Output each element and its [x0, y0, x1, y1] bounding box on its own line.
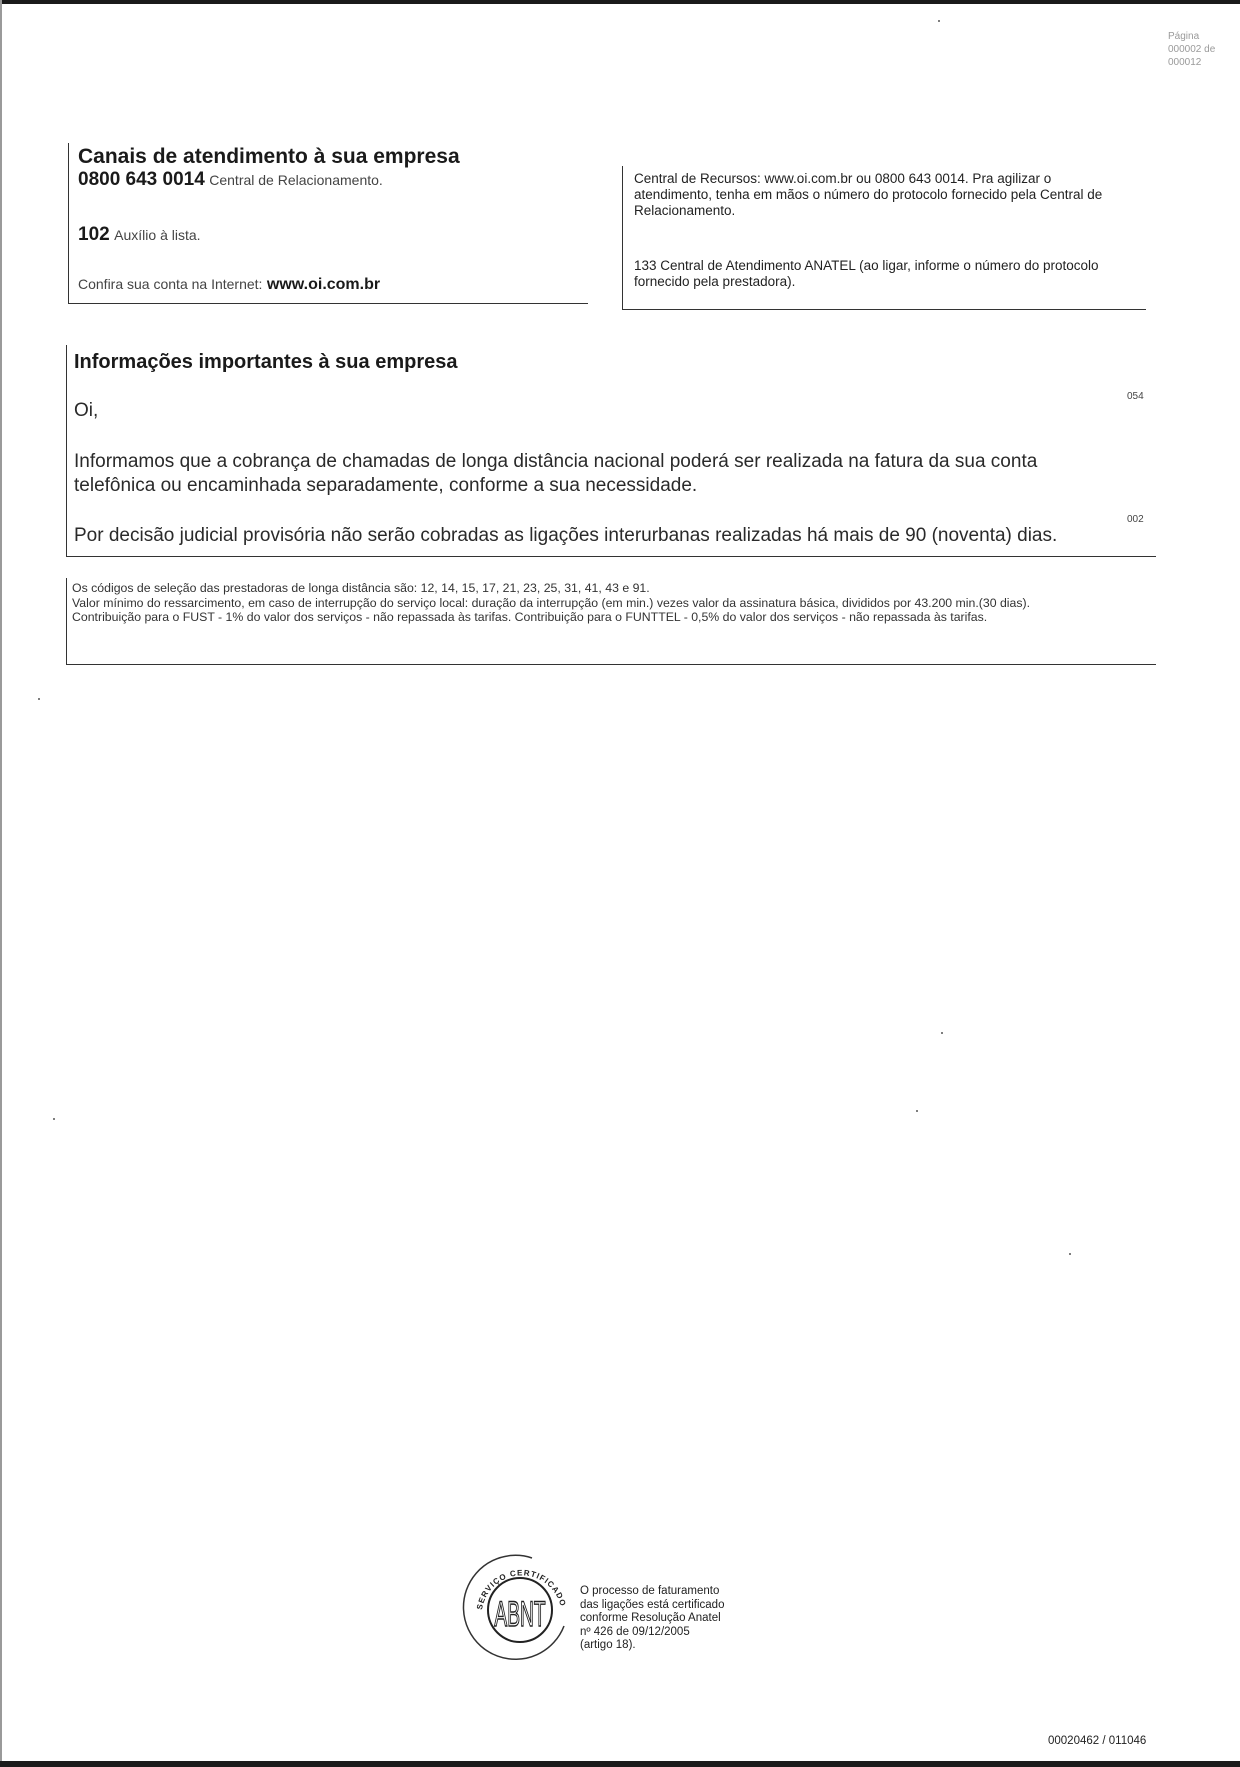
page-counter-current: 000002 de	[1168, 44, 1216, 55]
page-counter-label: Página	[1168, 31, 1200, 42]
scan-speck	[38, 698, 40, 700]
note-line-1: Os códigos de seleção das prestadoras de longa distância são: 12, 14, 15, 17, 21, 23, 25, 31, 41, 43 e 91.	[72, 581, 650, 595]
anatel-text: 133 Central de Atendimento ANATEL (ao ligar, informe o número do protocolo fornecido pela prestadora).	[634, 258, 1099, 289]
scan-speck	[941, 1032, 943, 1034]
page-counter	[1168, 30, 1215, 69]
cert-line-4: nº 426 de 09/12/2005	[580, 1625, 690, 1638]
scan-speck	[53, 1118, 55, 1120]
certification-text	[580, 1585, 724, 1653]
list-phone-desc: Auxílio à lista.	[114, 227, 201, 243]
scan-speck	[1069, 1253, 1071, 1255]
scan-edge-bottom	[0, 1761, 1240, 1767]
seal-logo-text: ABNT	[494, 1594, 546, 1634]
abnt-seal-icon	[460, 1548, 580, 1668]
list-phone-number: 102	[78, 224, 110, 245]
info-title: Informações importantes à sua empresa	[74, 351, 458, 373]
internet-url: www.oi.com.br	[266, 276, 381, 293]
info-paragraph-2: Por decisão judicial provisória não serão cobradas as ligações interurbanas realizadas há mais de 90 (noventa) dias.	[74, 525, 1058, 546]
channel-main-phone	[78, 169, 383, 191]
info-code-2: 002	[1127, 514, 1144, 525]
cert-line-3: conforme Resolução Anatel	[580, 1612, 721, 1624]
main-phone-desc: Central de Relacionamento.	[209, 172, 383, 188]
scan-speck	[916, 1110, 918, 1112]
main-phone-number: 0800 643 0014	[78, 169, 205, 190]
resources-text: Central de Recursos: www.oi.com.br ou 0800 643 0014. Pra agilizar o atendimento, tenha em mãos o número do protocolo fornecido pela Central de Relacionamento.	[634, 171, 1103, 218]
info-paragraph-1: Informamos que a cobrança de chamadas de longa distância nacional poderá ser realizada na fatura da sua conta telefônica ou encaminhada separadamente, conforme a sua necessidade.	[74, 451, 1038, 496]
info-greeting: Oi,	[74, 400, 99, 421]
cert-line-5: (artigo 18).	[580, 1639, 636, 1651]
cert-line-1: O processo de faturamento	[580, 1585, 720, 1597]
note-line-2: Valor mínimo do ressarcimento, em caso de interrupção do serviço local: duração da interrupção (em min.) vezes valor da assinatura básica, divididos por 43.200 min.(30 dias).	[72, 595, 1031, 610]
cert-line-2: das ligações está certificado	[580, 1598, 725, 1611]
internet-label: Confira sua conta na Internet:	[78, 276, 263, 292]
note-line-3: Contribuição para o FUST - 1% do valor dos serviços - não repassada às tarifas. Contribuição para o FUNTTEL - 0,5% do valor dos serviços - não repassada às tarifas.	[72, 610, 988, 624]
scan-speck	[938, 20, 940, 22]
scan-edge-top	[0, 0, 1240, 4]
channel-list-phone	[78, 224, 201, 246]
notes-text	[72, 581, 1162, 625]
document-number: 00020462 / 011046	[1048, 1735, 1147, 1747]
seal-ring-text: SERVIÇO CERTIFICADO	[475, 1568, 568, 1611]
scan-edge-left	[0, 0, 2, 1767]
channel-internet	[78, 276, 380, 294]
channels-title: Canais de atendimento à sua empresa	[78, 145, 460, 168]
info-code-1: 054	[1127, 391, 1144, 402]
page-counter-total: 000012	[1168, 57, 1202, 68]
